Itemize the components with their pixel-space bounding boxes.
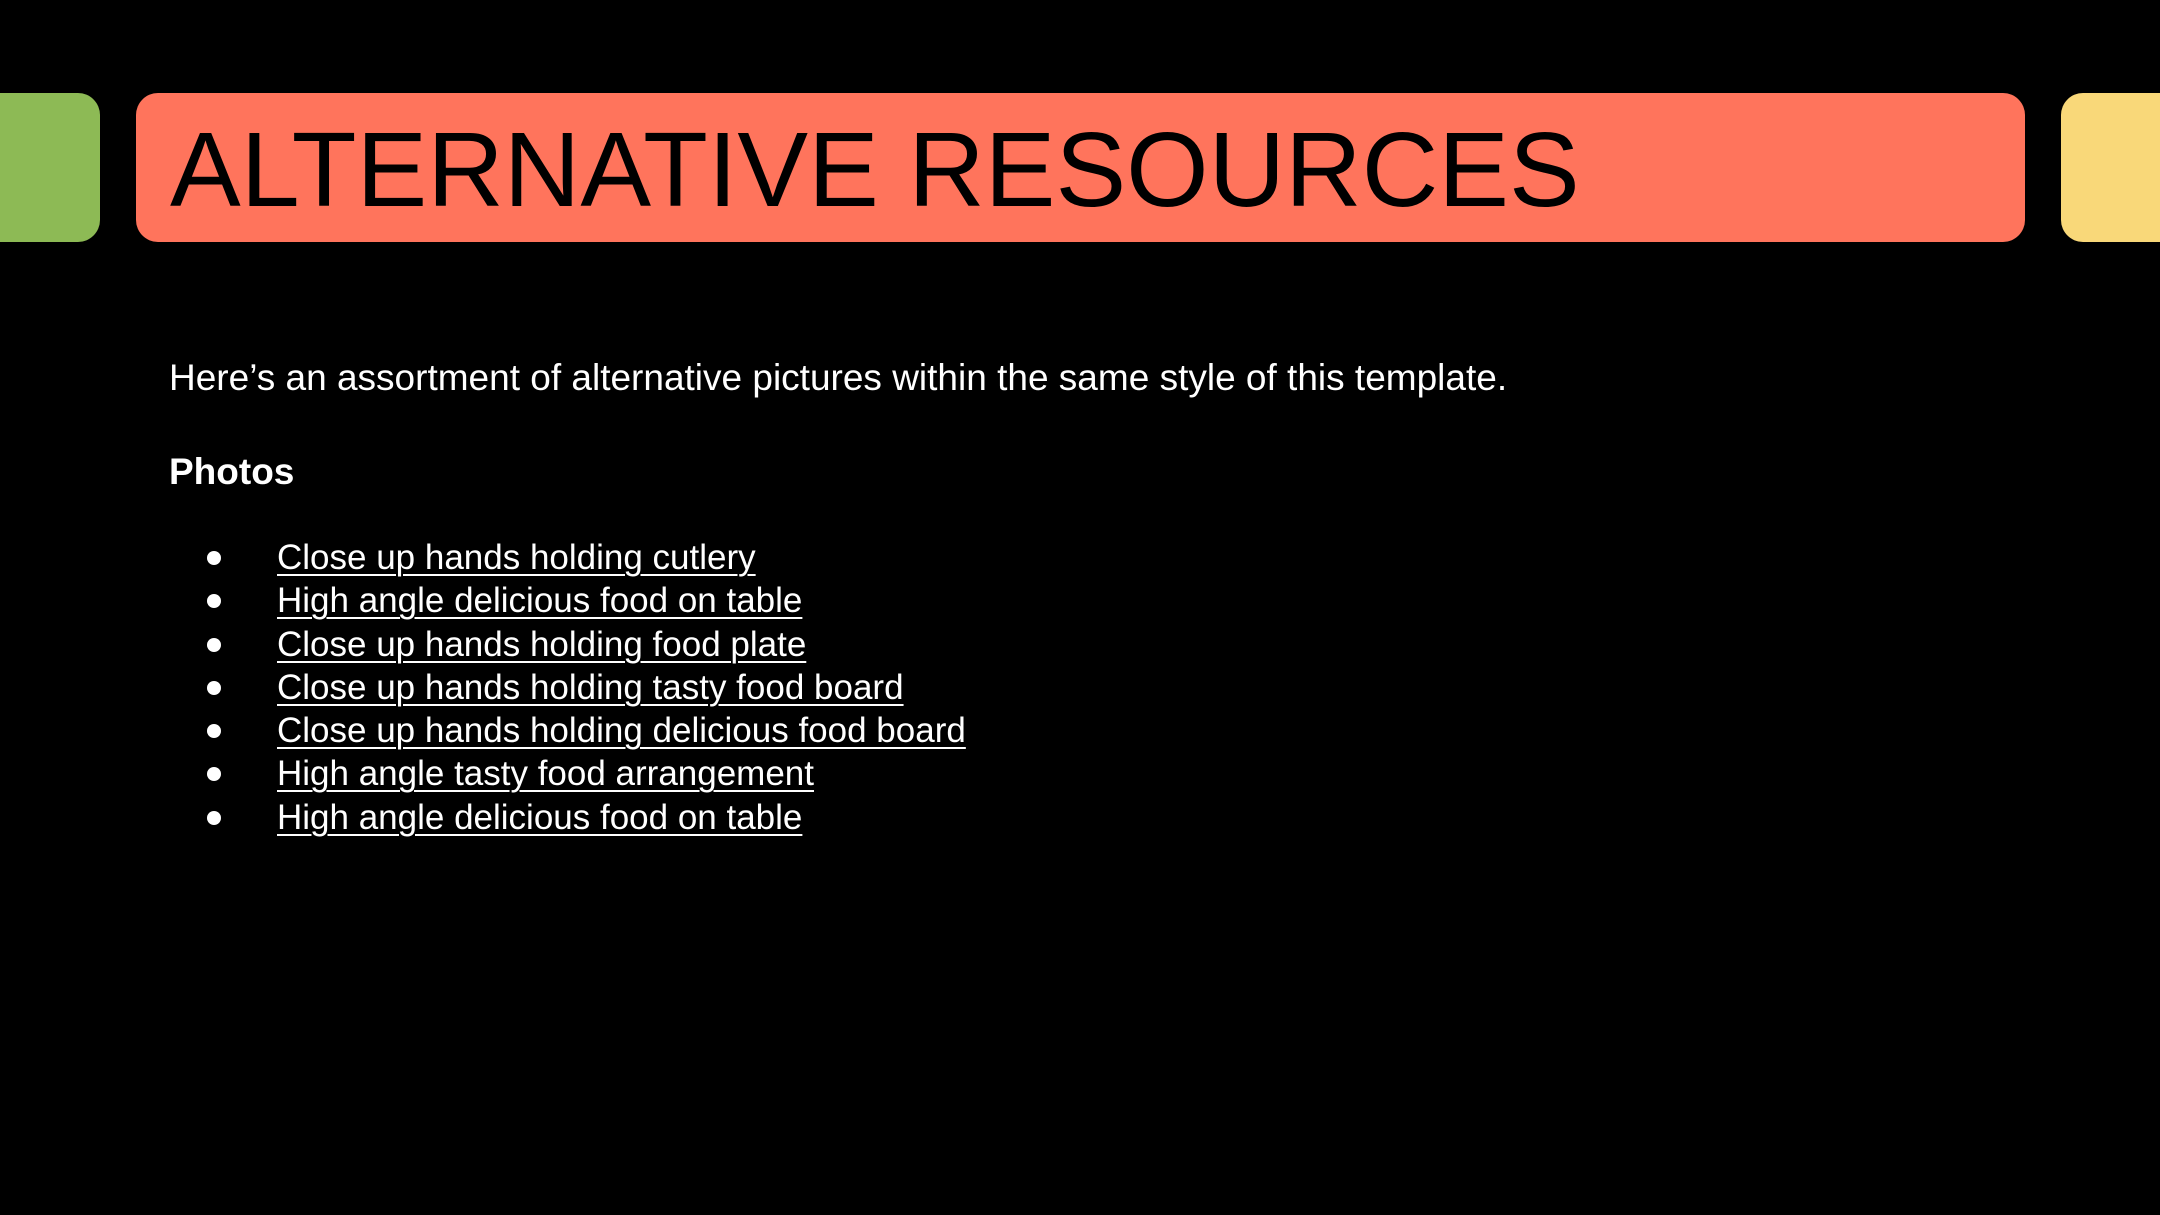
bullet-icon	[207, 638, 221, 652]
photo-link[interactable]: Close up hands holding tasty food board	[277, 667, 904, 707]
accent-tab-right	[2061, 93, 2160, 242]
list-item	[169, 666, 1969, 709]
section-heading-photos: Photos	[169, 451, 295, 492]
bullet-icon	[207, 594, 221, 608]
list-item	[169, 536, 1969, 579]
bullet-icon	[207, 811, 221, 825]
list-item	[169, 579, 1969, 622]
bullet-icon	[207, 681, 221, 695]
bullet-icon	[207, 724, 221, 738]
photo-link[interactable]: High angle tasty food arrangement	[277, 754, 814, 794]
accent-tab-left	[0, 93, 100, 242]
bullet-icon	[207, 767, 221, 781]
intro-text: Here’s an assortment of alternative pictures within the same style of this template.	[169, 357, 1508, 398]
slide-title: ALTERNATIVE RESOURCES	[170, 110, 1580, 229]
photo-link[interactable]: Close up hands holding food plate	[277, 624, 807, 664]
list-item	[169, 752, 1969, 795]
photo-link-list	[169, 536, 1969, 839]
list-item	[169, 623, 1969, 666]
photo-link[interactable]: Close up hands holding delicious food board	[277, 711, 966, 751]
slide-content	[169, 350, 1969, 839]
list-item	[169, 709, 1969, 752]
bullet-icon	[207, 551, 221, 565]
photo-link[interactable]: High angle delicious food on table	[277, 581, 803, 621]
list-item	[169, 796, 1969, 839]
photo-link[interactable]: Close up hands holding cutlery	[277, 538, 756, 577]
title-bar	[136, 93, 2025, 242]
photo-link[interactable]: High angle delicious food on table	[277, 797, 803, 837]
